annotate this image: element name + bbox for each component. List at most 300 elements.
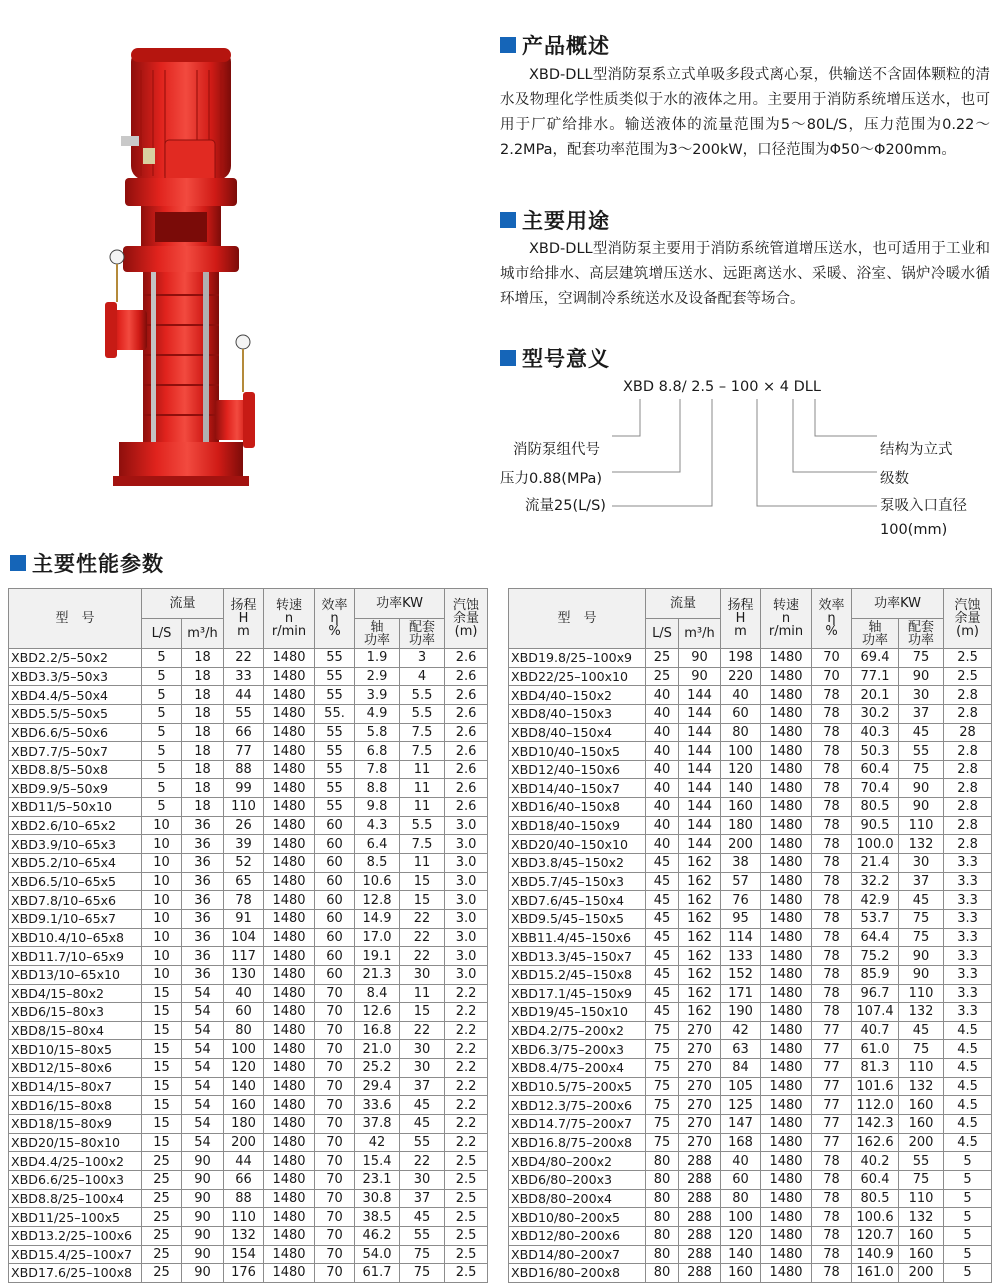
table-cell: 65 — [224, 872, 264, 891]
table-cell: 162 — [679, 872, 721, 891]
table-row — [9, 1077, 488, 1096]
table-cell: 90 — [899, 965, 944, 984]
table-cell: 60 — [315, 965, 355, 984]
cell-model: XBD2.6/10–65x2 — [9, 816, 142, 835]
cell-model: XBD6.6/5–50x6 — [9, 723, 142, 742]
table-cell: 36 — [182, 965, 224, 984]
table-cell: 70 — [315, 1003, 355, 1022]
table-cell: 60 — [721, 1170, 761, 1189]
table-cell: 90 — [679, 649, 721, 668]
col-header-flow-m3h: m³/h — [182, 619, 224, 649]
col-header-flow: 流量 — [646, 589, 721, 619]
cell-model: XBD17.6/25–100x8 — [9, 1264, 142, 1283]
table-cell: 37 — [400, 1189, 445, 1208]
table-cell: 54.0 — [355, 1245, 400, 1264]
table-cell: 78 — [812, 1208, 852, 1227]
table-cell: 70 — [315, 1040, 355, 1059]
cell-model: XBD10.5/75–200x5 — [509, 1077, 646, 1096]
table-cell: 44 — [224, 686, 264, 705]
table-cell: 3.3 — [944, 947, 992, 966]
table-cell: 15.4 — [355, 1152, 400, 1171]
table-row — [509, 649, 992, 668]
table-cell: 12.8 — [355, 891, 400, 910]
table-row — [509, 835, 992, 854]
table-cell: 3.0 — [445, 947, 488, 966]
table-cell: 162 — [679, 928, 721, 947]
table-cell: 75 — [400, 1245, 445, 1264]
table-cell: 1480 — [264, 1264, 315, 1283]
table-row — [509, 947, 992, 966]
table-cell: 100.0 — [852, 835, 899, 854]
table-cell: 15 — [400, 872, 445, 891]
table-cell: 4 — [400, 667, 445, 686]
table-cell: 75 — [646, 1096, 679, 1115]
table-cell: 1480 — [264, 854, 315, 873]
table-cell: 133 — [721, 947, 761, 966]
table-cell: 40.7 — [852, 1021, 899, 1040]
table-cell: 90.5 — [852, 816, 899, 835]
table-cell: 33 — [224, 667, 264, 686]
table-row — [509, 891, 992, 910]
table-cell: 5 — [944, 1170, 992, 1189]
table-row — [509, 872, 992, 891]
table-cell: 144 — [679, 816, 721, 835]
table-cell: 180 — [721, 816, 761, 835]
table-cell: 90 — [182, 1170, 224, 1189]
table-cell: 2.2 — [445, 1040, 488, 1059]
table-cell: 3.0 — [445, 891, 488, 910]
table-cell: 10 — [142, 854, 182, 873]
table-cell: 78 — [224, 891, 264, 910]
table-cell: 5 — [944, 1226, 992, 1245]
table-cell: 11 — [400, 854, 445, 873]
table-cell: 77 — [224, 742, 264, 761]
table-cell: 36 — [182, 872, 224, 891]
table-row — [9, 1264, 488, 1283]
table-cell: 1480 — [264, 1096, 315, 1115]
heading-square-icon — [10, 555, 26, 571]
table-cell: 200 — [899, 1133, 944, 1152]
table-cell: 29.4 — [355, 1077, 400, 1096]
table-row — [9, 947, 488, 966]
table-cell: 78 — [812, 854, 852, 873]
table-cell: 1480 — [264, 649, 315, 668]
cell-model: XBD9.1/10–65x7 — [9, 909, 142, 928]
table-cell: 25 — [646, 649, 679, 668]
table-cell: 90 — [899, 798, 944, 817]
table-cell: 101.6 — [852, 1077, 899, 1096]
table-cell: 3.3 — [944, 909, 992, 928]
table-cell: 40 — [721, 1152, 761, 1171]
table-cell: 160 — [899, 1245, 944, 1264]
table-cell: 160 — [899, 1096, 944, 1115]
table-cell: 70 — [315, 1170, 355, 1189]
table-cell: 140 — [721, 1245, 761, 1264]
table-cell: 142.3 — [852, 1115, 899, 1134]
table-cell: 80 — [646, 1208, 679, 1227]
table-cell: 95 — [721, 909, 761, 928]
table-cell: 90 — [182, 1208, 224, 1227]
table-cell: 54 — [182, 1096, 224, 1115]
table-cell: 25 — [142, 1170, 182, 1189]
table-cell: 77 — [812, 1133, 852, 1152]
table-cell: 90 — [182, 1245, 224, 1264]
model-meaning-diagram — [495, 372, 995, 547]
table-cell: 77.1 — [852, 667, 899, 686]
cell-model: XBD2.2/5–50x2 — [9, 649, 142, 668]
table-cell: 54 — [182, 984, 224, 1003]
table-cell: 1480 — [264, 704, 315, 723]
table-cell: 18 — [182, 779, 224, 798]
table-cell: 30.2 — [852, 704, 899, 723]
table-cell: 22 — [400, 947, 445, 966]
table-cell: 120.7 — [852, 1226, 899, 1245]
fire-pump-illustration — [95, 40, 265, 495]
table-cell: 11 — [400, 984, 445, 1003]
table-cell: 45 — [400, 1096, 445, 1115]
table-cell: 40 — [721, 686, 761, 705]
table-cell: 15 — [142, 1096, 182, 1115]
table-cell: 5 — [944, 1189, 992, 1208]
table-cell: 45 — [646, 854, 679, 873]
table-cell: 10.6 — [355, 872, 400, 891]
col-header-head: 扬程 H m — [224, 589, 264, 649]
table-cell: 55 — [224, 704, 264, 723]
table-cell: 162 — [679, 947, 721, 966]
table-cell: 40 — [646, 723, 679, 742]
table-cell: 78 — [812, 984, 852, 1003]
table-cell: 3.3 — [944, 854, 992, 873]
table-row — [9, 872, 488, 891]
table-cell: 2.5 — [445, 1226, 488, 1245]
table-cell: 130 — [224, 965, 264, 984]
table-row — [9, 1226, 488, 1245]
table-cell: 55 — [315, 686, 355, 705]
table-cell: 4.5 — [944, 1040, 992, 1059]
table-cell: 60 — [315, 872, 355, 891]
cell-model: XBD11.7/10–65x9 — [9, 947, 142, 966]
table-cell: 30 — [899, 854, 944, 873]
table-cell: 5 — [944, 1245, 992, 1264]
table-cell: 75 — [899, 909, 944, 928]
table-cell: 1480 — [264, 928, 315, 947]
table-row — [9, 686, 488, 705]
cell-model: XBD8.8/5–50x8 — [9, 760, 142, 779]
table-cell: 2.6 — [445, 667, 488, 686]
table-cell: 1480 — [761, 1152, 812, 1171]
table-cell: 40 — [646, 835, 679, 854]
table-cell: 77 — [812, 1115, 852, 1134]
table-cell: 7.5 — [400, 723, 445, 742]
table-cell: 45 — [899, 723, 944, 742]
table-cell: 37 — [899, 872, 944, 891]
table-cell: 54 — [182, 1059, 224, 1078]
table-cell: 61.7 — [355, 1264, 400, 1283]
table-cell: 110 — [899, 984, 944, 1003]
table-cell: 5 — [142, 649, 182, 668]
table-cell: 1480 — [761, 854, 812, 873]
table-cell: 1480 — [264, 984, 315, 1003]
table-cell: 2.5 — [445, 1264, 488, 1283]
table-cell: 70 — [812, 667, 852, 686]
cell-model: XBD6.3/75–200x3 — [509, 1040, 646, 1059]
cell-model: XBD7.8/10–65x6 — [9, 891, 142, 910]
table-cell: 78 — [812, 1170, 852, 1189]
table-cell: 77 — [812, 1096, 852, 1115]
table-cell: 1480 — [264, 1189, 315, 1208]
table-cell: 3.0 — [445, 909, 488, 928]
table-cell: 10 — [142, 835, 182, 854]
table-cell: 70 — [315, 1096, 355, 1115]
table-cell: 5 — [142, 667, 182, 686]
table-cell: 105 — [721, 1077, 761, 1096]
table-row — [9, 835, 488, 854]
table-cell: 110 — [899, 816, 944, 835]
table-cell: 40 — [646, 798, 679, 817]
col-header-model: 型 号 — [9, 589, 142, 649]
table-cell: 44 — [224, 1152, 264, 1171]
cell-model: XBD3.9/10–65x3 — [9, 835, 142, 854]
cell-model: XBD12/40–150x6 — [509, 760, 646, 779]
table-row — [9, 909, 488, 928]
table-cell: 60.4 — [852, 760, 899, 779]
cell-model: XBD12/80–200x6 — [509, 1226, 646, 1245]
label-stages: 级数 — [880, 471, 909, 487]
table-cell: 120 — [721, 1226, 761, 1245]
table-cell: 75 — [899, 1040, 944, 1059]
table-cell: 144 — [679, 723, 721, 742]
cell-model: XBD14.7/75–200x7 — [509, 1115, 646, 1134]
table-cell: 54 — [182, 1021, 224, 1040]
table-cell: 36 — [182, 909, 224, 928]
table-cell: 288 — [679, 1208, 721, 1227]
table-cell: 2.6 — [445, 649, 488, 668]
table-cell: 25 — [142, 1245, 182, 1264]
table-cell: 36 — [182, 928, 224, 947]
cell-model: XBD22/25–100x10 — [509, 667, 646, 686]
table-cell: 3.3 — [944, 965, 992, 984]
heading-square-icon — [500, 37, 516, 53]
table-cell: 4.5 — [944, 1021, 992, 1040]
col-header-speed: 转速 n r/min — [264, 589, 315, 649]
table-cell: 60 — [315, 909, 355, 928]
table-cell: 3.3 — [944, 928, 992, 947]
table-cell: 21.0 — [355, 1040, 400, 1059]
table-cell: 21.4 — [852, 854, 899, 873]
table-cell: 3.3 — [944, 872, 992, 891]
table-cell: 1480 — [264, 1245, 315, 1264]
table-cell: 75 — [646, 1059, 679, 1078]
table-cell: 60 — [224, 1003, 264, 1022]
table-row — [509, 704, 992, 723]
table-cell: 2.2 — [445, 1021, 488, 1040]
cell-model: XBD5.7/45–150x3 — [509, 872, 646, 891]
cell-model: XBD9.5/45–150x5 — [509, 909, 646, 928]
cell-model: XBD15.2/45–150x8 — [509, 965, 646, 984]
table-cell: 2.8 — [944, 816, 992, 835]
table-row — [509, 854, 992, 873]
performance-table-left — [8, 588, 488, 1283]
table-cell: 1480 — [264, 1040, 315, 1059]
table-row — [509, 1264, 992, 1283]
table-cell: 11 — [400, 760, 445, 779]
table-cell: 1480 — [761, 667, 812, 686]
table-cell: 110 — [899, 1189, 944, 1208]
table-cell: 75 — [646, 1133, 679, 1152]
table-cell: 132 — [899, 1208, 944, 1227]
table-cell: 40.3 — [852, 723, 899, 742]
model-leader-lines — [495, 372, 995, 547]
table-cell: 25 — [142, 1226, 182, 1245]
table-cell: 1480 — [264, 835, 315, 854]
table-cell: 1480 — [761, 779, 812, 798]
label-structure: 结构为立式 — [880, 442, 953, 458]
cell-model: XBD20/15–80x10 — [9, 1133, 142, 1152]
table-cell: 15 — [142, 1003, 182, 1022]
table-cell: 99 — [224, 779, 264, 798]
table-cell: 69.4 — [852, 649, 899, 668]
cell-model: XBD10/15–80x5 — [9, 1040, 142, 1059]
table-cell: 1480 — [264, 891, 315, 910]
table-cell: 78 — [812, 1226, 852, 1245]
table-cell: 2.6 — [445, 779, 488, 798]
cell-model: XBD8/40–150x3 — [509, 704, 646, 723]
table-cell: 80 — [646, 1264, 679, 1283]
table-cell: 91 — [224, 909, 264, 928]
table-cell: 78 — [812, 1152, 852, 1171]
table-cell: 270 — [679, 1077, 721, 1096]
table-cell: 132 — [899, 835, 944, 854]
table-cell: 78 — [812, 760, 852, 779]
table-row — [9, 779, 488, 798]
table-cell: 3 — [400, 649, 445, 668]
table-cell: 55 — [899, 1152, 944, 1171]
table-row — [9, 760, 488, 779]
cell-model: XBD10/80–200x5 — [509, 1208, 646, 1227]
table-row — [9, 1040, 488, 1059]
table-cell: 7.5 — [400, 742, 445, 761]
table-cell: 85.9 — [852, 965, 899, 984]
table-cell: 61.0 — [852, 1040, 899, 1059]
table-cell: 70 — [315, 1077, 355, 1096]
table-cell: 18 — [182, 649, 224, 668]
table-cell: 1480 — [264, 872, 315, 891]
table-cell: 4.5 — [944, 1133, 992, 1152]
table-row — [9, 891, 488, 910]
table-cell: 40 — [646, 686, 679, 705]
table-cell: 162 — [679, 1003, 721, 1022]
table-cell: 2.8 — [944, 704, 992, 723]
table-cell: 60.4 — [852, 1170, 899, 1189]
table-cell: 270 — [679, 1096, 721, 1115]
overview-heading: 产品概述 — [500, 30, 610, 60]
table-row — [509, 909, 992, 928]
table-cell: 144 — [679, 742, 721, 761]
label-pump-code: 消防泵组代号 — [513, 442, 600, 458]
table-cell: 7.5 — [400, 835, 445, 854]
table-cell: 132 — [224, 1226, 264, 1245]
table-cell: 11 — [400, 798, 445, 817]
table-cell: 2.8 — [944, 742, 992, 761]
table-row — [9, 928, 488, 947]
cell-model: XBD6.6/25–100x3 — [9, 1170, 142, 1189]
table-cell: 2.6 — [445, 686, 488, 705]
col-header-head: 扬程 H m — [721, 589, 761, 649]
table-cell: 38.5 — [355, 1208, 400, 1227]
table-cell: 55 — [400, 1133, 445, 1152]
table-cell: 180 — [224, 1115, 264, 1134]
table-row — [509, 1059, 992, 1078]
table-cell: 1480 — [761, 835, 812, 854]
table-cell: 19.1 — [355, 947, 400, 966]
table-cell: 96.7 — [852, 984, 899, 1003]
table-cell: 25 — [142, 1264, 182, 1283]
table-cell: 15 — [142, 1133, 182, 1152]
col-header-efficiency: 效率 η % — [812, 589, 852, 649]
col-header-power: 功率KW — [852, 589, 944, 619]
table-cell: 2.2 — [445, 1003, 488, 1022]
table-cell: 80 — [646, 1226, 679, 1245]
table-cell: 1480 — [264, 723, 315, 742]
table-row — [509, 742, 992, 761]
cell-model: XBD10/40–150x5 — [509, 742, 646, 761]
table-cell: 171 — [721, 984, 761, 1003]
cell-model: XBD13.2/25–100x6 — [9, 1226, 142, 1245]
table-cell: 80.5 — [852, 1189, 899, 1208]
table-cell: 55 — [315, 779, 355, 798]
table-cell: 55 — [400, 1226, 445, 1245]
table-cell: 1480 — [264, 686, 315, 705]
table-cell: 78 — [812, 835, 852, 854]
table-cell: 15 — [142, 984, 182, 1003]
table-cell: 57 — [721, 872, 761, 891]
table-cell: 37.8 — [355, 1115, 400, 1134]
label-flow: 流量25(L/S) — [525, 498, 606, 514]
table-cell: 40 — [224, 984, 264, 1003]
cell-model: XBD19.8/25–100x9 — [509, 649, 646, 668]
table-cell: 55 — [315, 760, 355, 779]
table-row — [509, 1003, 992, 1022]
table-row — [509, 1115, 992, 1134]
table-cell: 176 — [224, 1264, 264, 1283]
table-cell: 54 — [182, 1077, 224, 1096]
cell-model: XBD13.3/45–150x7 — [509, 947, 646, 966]
table-cell: 132 — [899, 1003, 944, 1022]
table-cell: 60 — [315, 891, 355, 910]
table-cell: 2.5 — [445, 1189, 488, 1208]
table-row — [9, 704, 488, 723]
table-cell: 11 — [400, 779, 445, 798]
table-cell: 75 — [646, 1077, 679, 1096]
table-cell: 45 — [646, 965, 679, 984]
table-cell: 52 — [224, 854, 264, 873]
overview-text: XBD-DLL型消防泵系立式单吸多段式离心泵，供输送不含固体颗粒的清水及物理化学性质类似于水的液体之用。主要用于消防系统增压送水，也可用于厂矿给排水。输送液体的流量范围为5～80L/S，压力范围为0.22～2.2MPa，配套功率范围为3～200kW，口径范围为Φ50～Φ200mm。 — [500, 67, 990, 158]
table-cell: 160 — [224, 1096, 264, 1115]
table-cell: 3.9 — [355, 686, 400, 705]
table-cell: 1480 — [264, 947, 315, 966]
table-cell: 160 — [899, 1226, 944, 1245]
table-cell: 152 — [721, 965, 761, 984]
table-cell: 70 — [315, 1021, 355, 1040]
table-row — [509, 1226, 992, 1245]
table-cell: 4.5 — [944, 1096, 992, 1115]
table-cell: 5.8 — [355, 723, 400, 742]
table-cell: 154 — [224, 1245, 264, 1264]
table-cell: 1480 — [761, 704, 812, 723]
table-cell: 190 — [721, 1003, 761, 1022]
table-cell: 15 — [142, 1059, 182, 1078]
table-cell: 7.8 — [355, 760, 400, 779]
